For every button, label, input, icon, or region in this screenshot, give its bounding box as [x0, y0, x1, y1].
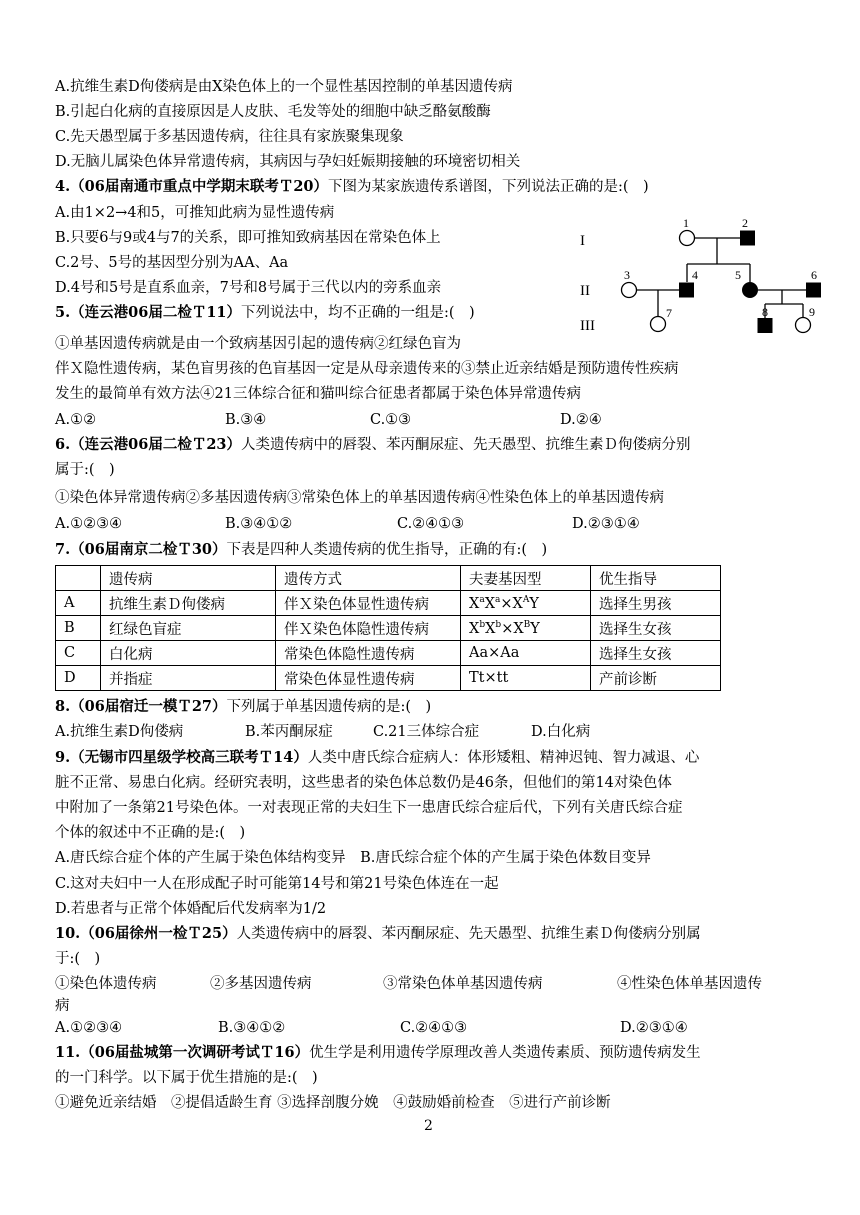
option-b: B.③④①②: [225, 516, 293, 532]
table-cell: A: [56, 591, 101, 616]
option-d: D.若患者与正常个体婚配后代发病率为1/2: [55, 901, 327, 917]
item: ③常染色体单基因遗传病: [383, 976, 543, 992]
question-source: 5.（连云港06届二检Ｔ11）: [55, 304, 241, 321]
question-10: [55, 924, 701, 944]
option-d: D.白化病: [531, 724, 591, 740]
table-cell: 伴Ｘ染色体隐性遗传病: [276, 616, 461, 641]
question-7: [55, 540, 547, 560]
question-source: 10.（06届徐州一检Ｔ25）: [55, 925, 237, 942]
option-d: D.②③①④: [620, 1020, 688, 1036]
question-text: 个体的叙述中不正确的是:( ): [55, 825, 246, 841]
question-8: [55, 697, 431, 717]
individual-7: [651, 317, 666, 332]
table-header-row: [56, 566, 721, 591]
option-ab: A.唐氏综合症个体的产生属于染色体结构变异 B.唐氏综合症个体的产生属于染色体数目变异: [55, 850, 651, 866]
question-stem: 优生学是利用遗传学原理改善人类遗传素质、预防遗传病发生: [309, 1045, 701, 1061]
question-items-wrap: 病: [55, 998, 70, 1014]
options-row: [55, 514, 640, 534]
generation-label: III: [580, 318, 595, 334]
genetic-guidance-table: [55, 565, 721, 691]
table-header-cell: 遗传方式: [276, 566, 461, 591]
individual-9: [796, 318, 811, 333]
question-items: ①避免近亲结婚 ②提倡适龄生育 ③选择剖腹分娩 ④鼓励婚前检查 ⑤进行产前诊断: [55, 1095, 611, 1111]
table-cell: 选择生女孩: [591, 616, 721, 641]
table-cell: B: [56, 616, 101, 641]
table-cell: $X^bX^b\times X^BY$: [461, 616, 591, 641]
options-row: [55, 722, 590, 742]
table-header-cell: 夫妻基因型: [461, 566, 591, 591]
generation-label: II: [580, 283, 590, 299]
individual-number: 3: [624, 268, 630, 282]
options-row: [55, 1018, 688, 1038]
options-row: [55, 410, 602, 430]
table-cell: $X^aX^a\times X^AY$: [461, 591, 591, 616]
table-cell: 抗维生素Ｄ佝偻病: [101, 591, 276, 616]
option-d: D.②③①④: [572, 516, 640, 532]
individual-1: [680, 231, 695, 246]
option-c: C.②④①③: [397, 516, 465, 532]
table-cell: 产前诊断: [591, 666, 721, 691]
table-header-cell: [56, 566, 101, 591]
question-text: 脏不正常、易患白化病。经研究表明，这些患者的染色体总数仍是46条，但他们的第14对染色体: [55, 775, 672, 791]
table-row: [56, 666, 721, 691]
question-items: ①染色体异常遗传病②多基因遗传病③常染色体上的单基因遗传病④性染色体上的单基因遗传病: [55, 490, 664, 506]
option-c: C.①③: [370, 412, 412, 428]
individual-number: 8: [762, 305, 768, 319]
option-a: A.①②③④: [55, 516, 123, 532]
table-cell: D: [56, 666, 101, 691]
generation-label: I: [580, 233, 585, 249]
table-cell: Aa×Aa: [461, 641, 591, 666]
question-stem: 人类遗传病中的唇裂、苯丙酮尿症、先天愚型、抗维生素Ｄ佝偻病分别: [241, 437, 691, 453]
individual-number: 7: [666, 306, 672, 320]
option-a: A.抗维生素D佝偻病: [55, 724, 184, 740]
option-b: B.只要6与9或4与7的关系，即可推知致病基因在常染色体上: [55, 230, 441, 246]
option-d: D.无脑儿属染色体异常遗传病，其病因与孕妇妊娠期接触的环境密切相关: [55, 154, 521, 170]
table-cell: Tt×tt: [461, 666, 591, 691]
table-cell: 并指症: [101, 666, 276, 691]
option-a: A.由1×2→4和5，可推知此病为显性遗传病: [55, 205, 335, 221]
question-source: 6.（连云港06届二检Ｔ23）: [55, 436, 241, 453]
table-cell: 白化病: [101, 641, 276, 666]
individual-number: 4: [692, 268, 698, 282]
question-source: 11.（06届盐城第一次调研考试Ｔ16）: [55, 1044, 310, 1061]
option-b: B.③④: [225, 412, 267, 428]
table-row: [56, 616, 721, 641]
page-number: 2: [424, 1118, 433, 1134]
option-c: C.这对夫妇中一人在形成配子时可能第14号和第21号染色体连在一起: [55, 876, 499, 892]
table-header-cell: 遗传病: [101, 566, 276, 591]
question-items: [55, 974, 762, 994]
individual-number: 5: [735, 268, 741, 282]
table-cell: 选择生男孩: [591, 591, 721, 616]
individual-2: [740, 231, 755, 246]
question-stem: 下列说法中，均不正确的一组是:( ): [241, 305, 475, 321]
individual-number: 1: [683, 216, 689, 230]
individual-number: 6: [811, 268, 817, 282]
option-b: B.引起白化病的直接原因是人皮肤、毛发等处的细胞中缺乏酪氨酸酶: [55, 104, 491, 120]
question-stem: 下列属于单基因遗传病的是:( ): [226, 699, 432, 715]
question-text: 中附加了一条第21号染色体。一对表现正常的夫妇生下一患唐氏综合症后代，下列有关唐氏综合症: [55, 800, 683, 816]
question-stem: 下表是四种人类遗传病的优生指导，正确的有:( ): [226, 542, 548, 558]
option-c: C.2号、5号的基因型分别为AA、Aa: [55, 255, 289, 271]
option-c: C.21三体综合症: [373, 724, 480, 740]
item: ①染色体遗传病: [55, 976, 157, 992]
question-source: 4.（06届南通市重点中学期末联考Ｔ20）: [55, 178, 328, 195]
option-d: D.②④: [560, 412, 602, 428]
table-row: [56, 641, 721, 666]
question-stem-cont: 属于:( ): [55, 462, 115, 478]
individual-4: [679, 283, 694, 298]
individual-6: [806, 283, 821, 298]
table-header-cell: 优生指导: [591, 566, 721, 591]
pedigree-chart: [575, 212, 845, 342]
table-cell: C: [56, 641, 101, 666]
table-cell: 选择生女孩: [591, 641, 721, 666]
table-row: [56, 591, 721, 616]
question-source: 8.（06届宿迁一模Ｔ27）: [55, 698, 227, 715]
item: ②多基因遗传病: [210, 976, 312, 992]
table-cell: 红绿色盲症: [101, 616, 276, 641]
individual-number: 2: [742, 216, 748, 230]
option-b: B.苯丙酮尿症: [245, 724, 333, 740]
question-4: [55, 177, 649, 197]
question-text: 发生的最简单有效方法④21三体综合征和猫叫综合征患者都属于染色体异常遗传病: [55, 386, 581, 402]
option-a: A.①②③④: [55, 1020, 123, 1036]
question-text: ①单基因遗传病就是由一个致病基因引起的遗传病②红绿色盲为: [55, 336, 461, 352]
individual-8: [758, 318, 773, 333]
question-text: 伴Ｘ隐性遗传病，某色盲男孩的色盲基因一定是从母亲遗传来的③禁止近亲结婚是预防遗传性疾病: [55, 361, 679, 377]
option-b: B.③④①②: [218, 1020, 286, 1036]
individual-3: [622, 283, 637, 298]
table-cell: 伴Ｘ染色体显性遗传病: [276, 591, 461, 616]
option-a: A.抗维生素D佝偻病是由X染色体上的一个显性基因控制的单基因遗传病: [55, 79, 513, 95]
question-source: 9.（无锡市四星级学校高三联考Ｔ14）: [55, 749, 308, 766]
question-stem-cont: 于:( ): [55, 951, 101, 967]
question-5: [55, 303, 475, 323]
question-source: 7.（06届南京二检Ｔ30）: [55, 541, 227, 558]
individual-number: 9: [809, 305, 815, 319]
option-d: D.4号和5号是直系血亲，7号和8号属于三代以内的旁系血亲: [55, 280, 442, 296]
option-c: C.先天愚型属于多基因遗传病，往往具有家族聚集现象: [55, 129, 404, 145]
question-11: [55, 1043, 701, 1063]
question-stem: 人类中唐氏综合症病人：体形矮粗、精神迟钝、智力减退、心: [307, 750, 700, 766]
question-9: [55, 748, 699, 768]
question-stem: 人类遗传病中的唇裂、苯丙酮尿症、先天愚型、抗维生素Ｄ佝偻病分别属: [236, 926, 701, 942]
option-a: A.①②: [55, 412, 97, 428]
question-stem: 下图为某家族遗传系谱图，下列说法正确的是:( ): [328, 179, 649, 195]
question-stem-cont: 的一门科学。以下属于优生措施的是:( ): [55, 1070, 318, 1086]
table-cell: 常染色体隐性遗传病: [276, 641, 461, 666]
question-6: [55, 435, 691, 455]
item: ④性染色体单基因遗传: [617, 976, 762, 992]
individual-5: [742, 282, 758, 298]
table-cell: 常染色体显性遗传病: [276, 666, 461, 691]
option-c: C.②④①③: [400, 1020, 468, 1036]
